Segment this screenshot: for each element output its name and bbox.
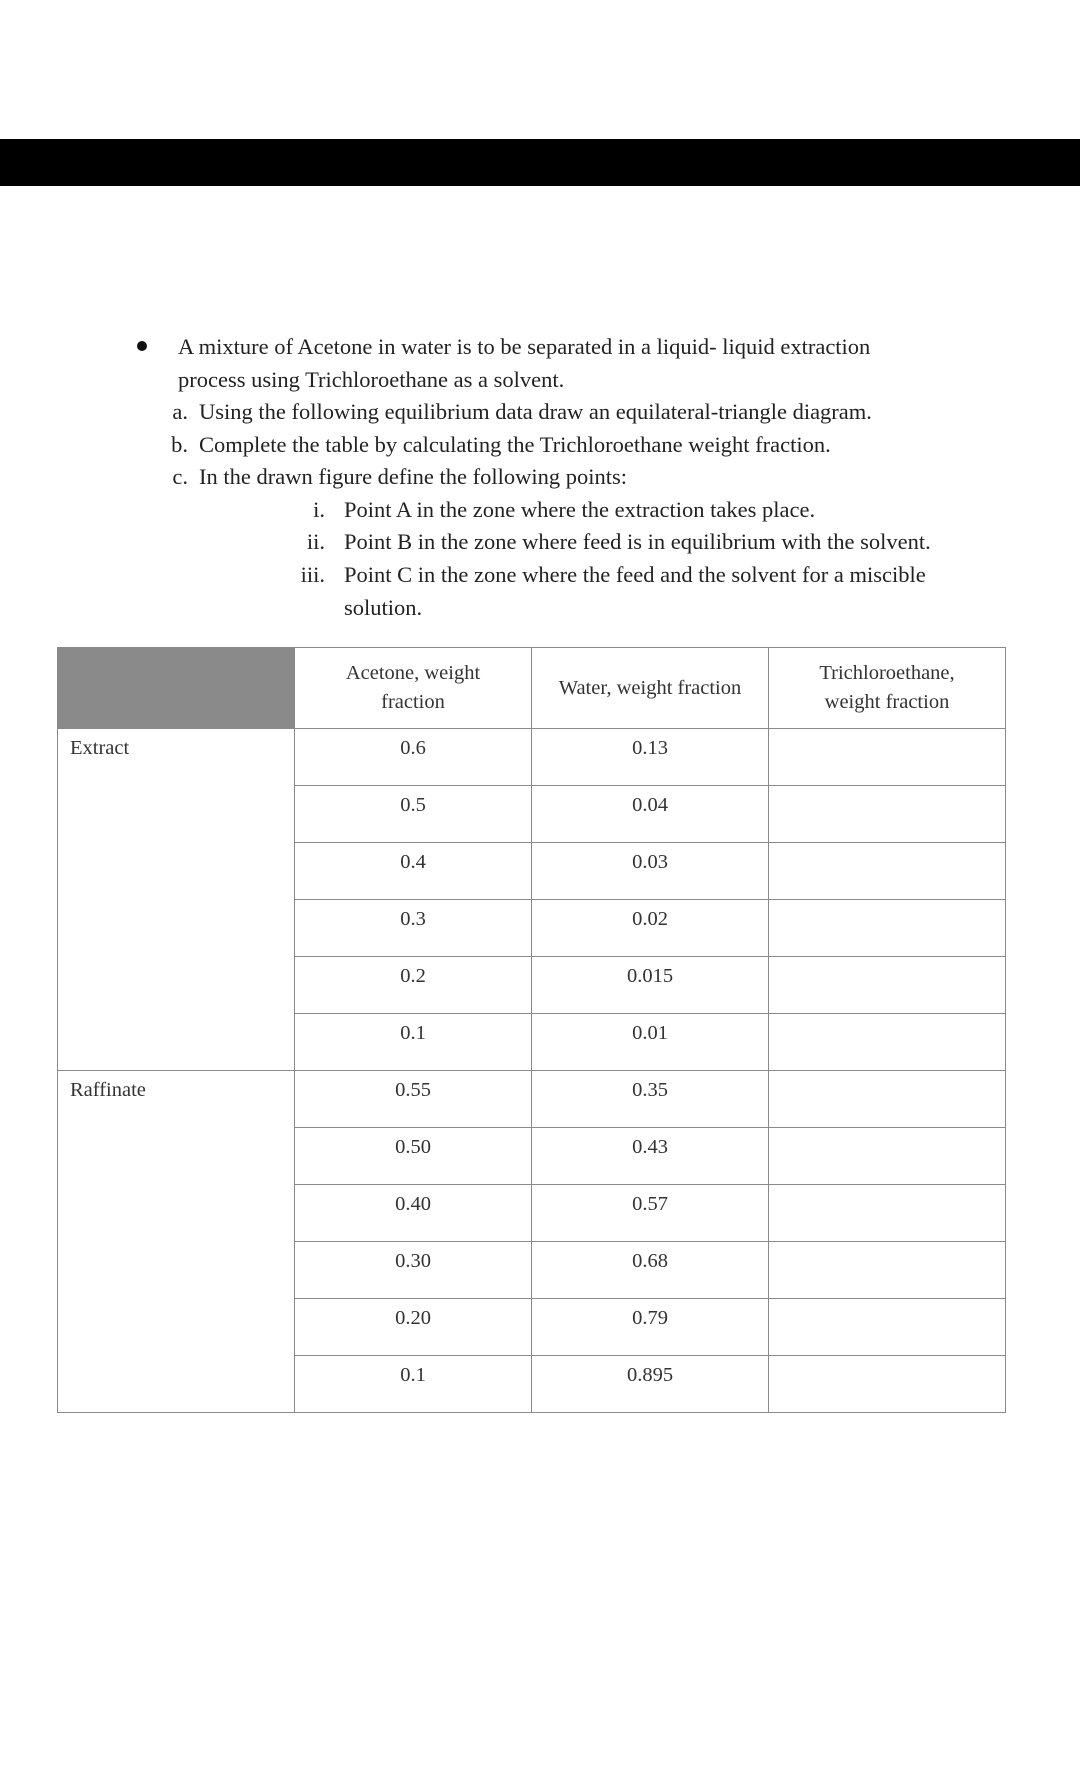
- group-label-spacer: [58, 1185, 295, 1242]
- water-cell: 0.43: [532, 1128, 769, 1185]
- trichloroethane-cell[interactable]: [769, 957, 1006, 1014]
- table-row: [58, 786, 1006, 843]
- table-row: [58, 843, 1006, 900]
- table-row: [58, 1128, 1006, 1185]
- water-cell: 0.03: [532, 843, 769, 900]
- group-label-spacer: [58, 1128, 295, 1185]
- header-trichloroethane: [769, 648, 1006, 729]
- acetone-cell: 0.40: [295, 1185, 532, 1242]
- acetone-cell: 0.3: [295, 900, 532, 957]
- top-black-bar: [0, 139, 1080, 186]
- equilibrium-data-table: [57, 647, 1006, 1413]
- header-blank-cell: [58, 648, 295, 729]
- intro-line-2: process using Trichloroethane as a solvent.: [178, 367, 565, 392]
- acetone-cell: 0.1: [295, 1014, 532, 1071]
- water-cell: 0.01: [532, 1014, 769, 1071]
- table-row: [58, 1014, 1006, 1071]
- table-row: [58, 1299, 1006, 1356]
- acetone-cell: 0.4: [295, 843, 532, 900]
- water-cell: 0.04: [532, 786, 769, 843]
- part-c-text: In the drawn figure define the following points:: [199, 464, 628, 489]
- part-a-text: Using the following equilibrium data draw an equilateral-triangle diagram.: [199, 399, 872, 424]
- subpart-ii-text: Point B in the zone where feed is in equilibrium with the solvent.: [344, 529, 931, 554]
- acetone-cell: 0.6: [295, 729, 532, 786]
- group-label-spacer: [58, 843, 295, 900]
- water-cell: 0.02: [532, 900, 769, 957]
- group-label-spacer: [58, 957, 295, 1014]
- subpart-iii-text: Point C in the zone where the feed and the solvent for a miscible: [344, 562, 926, 587]
- trichloroethane-cell[interactable]: [769, 1356, 1006, 1413]
- water-cell: 0.57: [532, 1185, 769, 1242]
- header-acetone-line-1: Acetone, weight: [345, 662, 481, 684]
- header-acetone-line-2: fraction: [381, 691, 445, 713]
- acetone-cell: 0.20: [295, 1299, 532, 1356]
- trichloroethane-cell[interactable]: [769, 1242, 1006, 1299]
- acetone-cell: 0.1: [295, 1356, 532, 1413]
- part-b-text: Complete the table by calculating the Trichloroethane weight fraction.: [199, 432, 831, 457]
- bullet-point-icon: [137, 341, 147, 351]
- table-row: [58, 1356, 1006, 1413]
- table-row: [58, 1242, 1006, 1299]
- trichloroethane-cell[interactable]: [769, 1185, 1006, 1242]
- subpart-iii-continuation: solution.: [344, 595, 423, 620]
- subpart-i-marker: i.: [313, 497, 325, 522]
- acetone-cell: 0.30: [295, 1242, 532, 1299]
- table-row: [58, 957, 1006, 1014]
- header-acetone: [295, 648, 532, 729]
- trichloroethane-cell[interactable]: [769, 1128, 1006, 1185]
- trichloroethane-cell[interactable]: [769, 1299, 1006, 1356]
- header-trichloroethane-line-2: weight fraction: [824, 691, 950, 713]
- trichloroethane-cell[interactable]: [769, 1014, 1006, 1071]
- group-label-spacer: [58, 1299, 295, 1356]
- part-c-marker: c.: [172, 464, 188, 489]
- subpart-i-text: Point A in the zone where the extraction takes place.: [344, 497, 816, 522]
- raffinate-label: Raffinate: [58, 1071, 295, 1128]
- acetone-cell: 0.5: [295, 786, 532, 843]
- part-b-marker: b.: [171, 432, 188, 457]
- group-label-spacer: [58, 786, 295, 843]
- trichloroethane-cell[interactable]: [769, 843, 1006, 900]
- table-header-row: [58, 648, 1006, 729]
- water-cell: 0.35: [532, 1071, 769, 1128]
- water-cell: 0.895: [532, 1356, 769, 1413]
- intro-line-1: A mixture of Acetone in water is to be separated in a liquid- liquid extraction: [178, 334, 871, 359]
- trichloroethane-cell[interactable]: [769, 900, 1006, 957]
- trichloroethane-cell[interactable]: [769, 729, 1006, 786]
- water-cell: 0.79: [532, 1299, 769, 1356]
- table-row: [58, 1185, 1006, 1242]
- subpart-iii-marker: iii.: [300, 562, 325, 587]
- group-label-spacer: [58, 1242, 295, 1299]
- part-a-marker: a.: [172, 399, 188, 424]
- trichloroethane-cell[interactable]: [769, 786, 1006, 843]
- trichloroethane-cell[interactable]: [769, 1071, 1006, 1128]
- table-row: [58, 1071, 1006, 1128]
- extract-label: Extract: [58, 729, 295, 786]
- acetone-cell: 0.2: [295, 957, 532, 1014]
- acetone-cell: 0.55: [295, 1071, 532, 1128]
- water-cell: 0.13: [532, 729, 769, 786]
- group-label-spacer: [58, 1356, 295, 1413]
- header-trichloroethane-line-1: Trichloroethane,: [819, 662, 955, 684]
- table-row: [58, 729, 1006, 786]
- table-row: [58, 900, 1006, 957]
- header-water: Water, weight fraction: [532, 648, 769, 729]
- water-cell: 0.68: [532, 1242, 769, 1299]
- water-cell: 0.015: [532, 957, 769, 1014]
- acetone-cell: 0.50: [295, 1128, 532, 1185]
- group-label-spacer: [58, 1014, 295, 1071]
- group-label-spacer: [58, 900, 295, 957]
- subpart-ii-marker: ii.: [306, 529, 325, 554]
